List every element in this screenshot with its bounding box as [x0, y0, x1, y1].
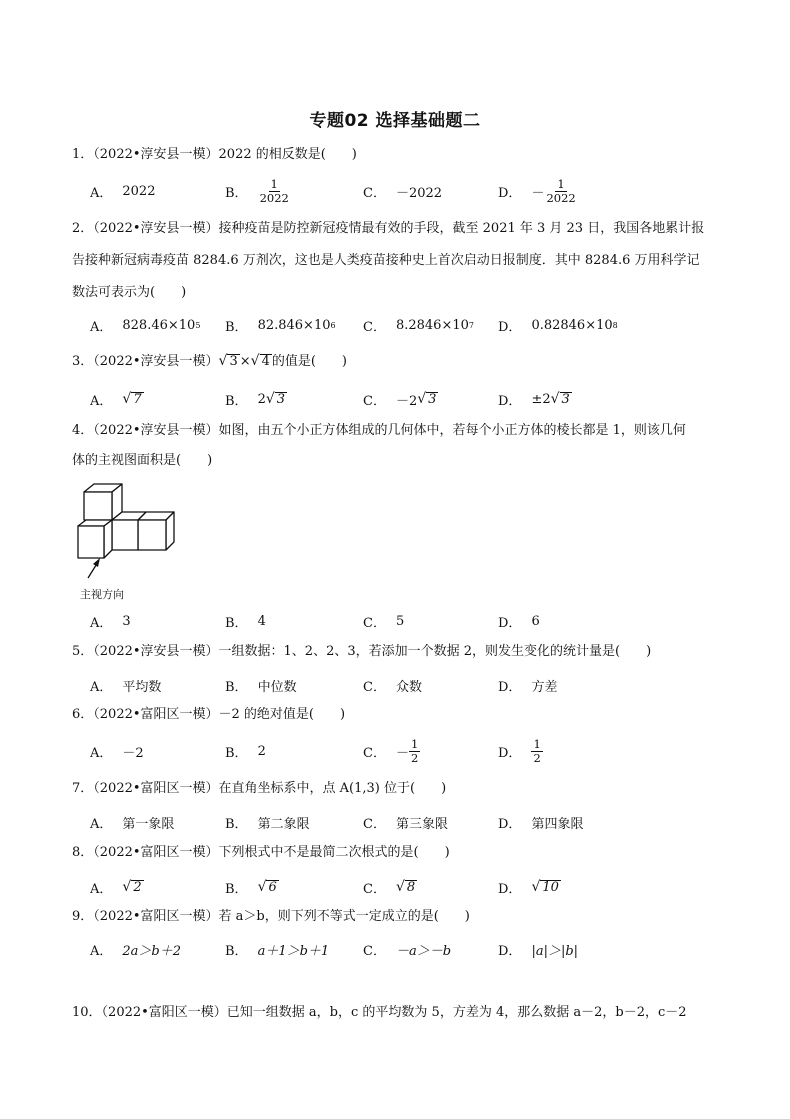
question-4-stem-line-1: 4．（2022•淳安县一模）如图，由五个小正方体组成的几何体中，若每个小正方体的棱长都是 1，则该几何 [72, 423, 686, 438]
option-key: B． [225, 816, 248, 832]
option-sign: － [395, 745, 409, 761]
option-a[interactable] [90, 606, 131, 636]
question-7-stem: 7．（2022•富阳区一模）在直角坐标系中，点 A(1,3) 位于( ) [72, 781, 447, 796]
option-text: －a＞－b [395, 943, 452, 959]
exponent: 6 [330, 320, 336, 330]
option-key: C． [363, 816, 386, 832]
radicand: 3 [561, 391, 570, 407]
option-key: A． [90, 319, 113, 335]
square-root [551, 392, 572, 407]
question-8-stem: 8．（2022•富阳区一模）下列根式中不是最简二次根式的是( ) [72, 845, 450, 860]
fraction-numerator: 1 [410, 736, 419, 751]
times-sign: × [239, 354, 251, 369]
option-key: A． [90, 745, 113, 761]
fraction [258, 178, 291, 205]
radical-sign-icon: √ [257, 878, 267, 895]
question-3-options [90, 384, 730, 414]
option-key: B． [225, 185, 248, 201]
option-d[interactable] [498, 384, 572, 414]
cube-side-face [104, 520, 112, 558]
question-4-stem-line-2: 体的主视图面积是( ) [72, 453, 213, 468]
question-2-stem-line-1: 2．（2022•淳安县一模）接种疫苗是防控新冠疫情最有效的手段，截至 2021 年 3 月 23 日，我国各地累计报 [72, 221, 705, 236]
square-root [417, 392, 438, 407]
option-text: 第二象限 [257, 816, 310, 832]
question-7-options [90, 807, 730, 837]
option-b[interactable] [225, 176, 291, 206]
option-text: 2 [257, 743, 266, 759]
option-key: A． [90, 816, 113, 832]
fraction-numerator: 1 [557, 176, 565, 191]
option-text: 3 [122, 613, 131, 629]
option-d[interactable] [498, 807, 583, 837]
option-key: B． [225, 943, 248, 959]
option-text: 0.82846×10 [531, 317, 613, 333]
fraction-denominator: 2022 [259, 190, 289, 205]
radical-sign-icon: √ [122, 390, 132, 407]
exponent: 5 [195, 320, 201, 330]
question-2-options [90, 310, 730, 340]
cube-front-face [138, 520, 166, 550]
option-key: D． [498, 393, 522, 409]
option-a[interactable] [90, 310, 200, 340]
option-c[interactable] [363, 670, 422, 700]
radical-sign-icon: √ [218, 353, 228, 369]
option-key: D． [498, 816, 522, 832]
square-root [266, 392, 287, 407]
exponent: 8 [612, 320, 618, 330]
option-key: C． [363, 615, 386, 631]
fraction-numerator: 1 [533, 736, 541, 751]
option-text: 众数 [395, 679, 422, 695]
option-key: A． [90, 393, 113, 409]
option-text: 82.846×10 [257, 317, 331, 333]
option-b[interactable] [225, 606, 266, 636]
option-key: B． [225, 393, 248, 409]
option-b[interactable] [225, 736, 266, 766]
question-2-stem-line-2: 告接种新冠病毒疫苗 8284.6 万剂次，这也是人类疫苗接种史上首次启动日报制度．其中 8284.6 万用科学记 [72, 253, 700, 268]
option-a[interactable] [90, 384, 144, 414]
option-d[interactable] [498, 606, 540, 636]
option-text: 第一象限 [122, 816, 175, 832]
cube-front-face [84, 492, 112, 520]
option-key: B． [225, 679, 248, 695]
option-a[interactable] [90, 736, 144, 766]
option-text: 828.46×10 [122, 317, 196, 333]
option-key: C． [363, 745, 386, 761]
question-2-stem-line-3: 数法可表示为( ) [72, 285, 187, 300]
question-4-options [90, 606, 730, 636]
radicand: 3 [229, 354, 238, 369]
radical-sign-icon: √ [265, 390, 275, 407]
question-source: 3．（2022•淳安县一模） [72, 354, 219, 369]
fraction [409, 738, 420, 765]
figure-label: 主视方向 [80, 588, 124, 601]
option-d[interactable] [498, 934, 578, 964]
option-a[interactable] [90, 670, 161, 700]
fraction-denominator: 2 [533, 750, 541, 765]
option-key: C． [363, 881, 386, 897]
option-c[interactable] [363, 807, 448, 837]
option-text: 平均数 [122, 679, 162, 695]
square-root [258, 880, 279, 895]
option-c[interactable] [363, 736, 420, 766]
coefficient: ±2 [531, 391, 551, 407]
option-key: C． [363, 319, 386, 335]
radicand: 3 [428, 391, 437, 407]
option-key: B． [225, 319, 248, 335]
question-1-stem: 1．（2022•淳安县一模）2022 的相反数是( ) [72, 147, 357, 162]
option-d[interactable] [498, 176, 578, 206]
option-text: 第三象限 [395, 816, 448, 832]
option-a[interactable] [90, 872, 144, 902]
question-6-stem: 6．（2022•富阳区一模）－2 的绝对值是( ) [72, 707, 346, 722]
option-a[interactable] [90, 176, 155, 206]
option-a[interactable] [90, 807, 174, 837]
option-key: A． [90, 943, 113, 959]
option-text: 2022 [122, 183, 156, 199]
option-text: 中位数 [257, 679, 297, 695]
option-key: D． [498, 745, 522, 761]
option-text: －2 [122, 745, 144, 761]
radicand: 4 [261, 354, 270, 369]
option-b[interactable] [225, 872, 279, 902]
radicand: 2 [133, 879, 142, 895]
radicand: 6 [268, 879, 277, 895]
option-key: D． [498, 185, 522, 201]
radicand: 10 [542, 879, 559, 895]
option-a[interactable] [90, 934, 181, 964]
question-6-options [90, 736, 730, 766]
option-d[interactable] [498, 736, 543, 766]
fraction-numerator: 1 [270, 176, 278, 191]
option-c[interactable] [363, 384, 438, 414]
option-text: 6 [531, 613, 540, 629]
option-key: D． [498, 615, 522, 631]
option-c[interactable] [363, 934, 451, 964]
cube-front-face [112, 520, 138, 550]
option-text: －2022 [395, 185, 443, 201]
option-key: D． [498, 319, 522, 335]
radicand: 8 [406, 879, 416, 895]
question-5-stem: 5．（2022•淳安县一模）一组数据：1、2、2、3，若添加一个数据 2，则发生变化的统计量是( ) [72, 644, 652, 659]
option-text: 方差 [531, 679, 558, 695]
option-c[interactable] [363, 872, 417, 902]
option-key: A． [90, 185, 113, 201]
option-c[interactable] [363, 176, 442, 206]
option-text: 8.2846×10 [395, 317, 469, 333]
question-9-stem: 9．（2022•富阳区一模）若 a＞b，则下列不等式一定成立的是( ) [72, 909, 470, 924]
radical-sign-icon: √ [395, 878, 405, 895]
option-text: 4 [257, 613, 266, 629]
square-root [122, 392, 143, 407]
square-root [122, 880, 143, 895]
radicand: 7 [133, 391, 142, 407]
option-key: C． [363, 679, 386, 695]
option-key: B． [225, 615, 248, 631]
option-text: 5 [395, 613, 405, 629]
option-text: |a|＞|b| [531, 943, 579, 959]
question-8-options [90, 872, 730, 902]
option-key: C． [363, 393, 386, 409]
option-sign: － [531, 185, 545, 201]
option-key: A． [90, 679, 113, 695]
option-b[interactable] [225, 807, 310, 837]
option-d[interactable] [498, 310, 618, 340]
cube-front-face [78, 526, 104, 558]
option-b[interactable] [225, 934, 329, 964]
coefficient: 2 [257, 391, 266, 407]
question-5-options [90, 670, 730, 700]
radical-sign-icon: √ [550, 390, 560, 407]
question-9-options [90, 934, 730, 964]
coefficient: －2 [395, 393, 418, 409]
option-d[interactable] [498, 872, 561, 902]
question-3-stem [72, 353, 347, 371]
square-root [251, 354, 272, 369]
option-text: 第四象限 [531, 816, 584, 832]
option-key: D． [498, 679, 522, 695]
square-root [396, 880, 417, 895]
option-key: D． [498, 943, 522, 959]
option-d[interactable] [498, 670, 557, 700]
question-10-stem: 10．（2022•富阳区一模）已知一组数据 a，b，c 的平均数为 5，方差为 4，那么数据 a－2，b－2，c－2 [72, 1005, 687, 1020]
fraction [544, 178, 577, 205]
fraction-denominator: 2022 [546, 190, 576, 205]
option-b[interactable] [225, 310, 336, 340]
radicand: 3 [276, 391, 286, 407]
option-key: B． [225, 745, 248, 761]
fraction [531, 738, 542, 765]
radical-sign-icon: √ [531, 878, 541, 895]
radical-sign-icon: √ [417, 390, 427, 407]
exponent: 7 [468, 320, 474, 330]
view-direction-arrow-icon [88, 558, 100, 578]
option-key: A． [90, 615, 113, 631]
option-text: 2a＞b＋2 [122, 943, 182, 959]
option-key: C． [363, 185, 386, 201]
option-key: A． [90, 881, 113, 897]
option-text: a＋1＞b＋1 [257, 943, 330, 959]
option-b[interactable] [225, 670, 297, 700]
fraction-denominator: 2 [410, 750, 419, 765]
question-tail: 的值是( ) [271, 354, 347, 369]
option-c[interactable] [363, 606, 404, 636]
square-root [219, 354, 240, 369]
square-root [531, 880, 560, 895]
option-key: D． [498, 881, 522, 897]
option-key: C． [363, 943, 386, 959]
option-key: B． [225, 881, 248, 897]
radical-sign-icon: √ [122, 878, 132, 895]
option-b[interactable] [225, 384, 287, 414]
question-1-options [90, 176, 730, 206]
page-title: 专题02 选择基础题二 [309, 111, 481, 131]
option-c[interactable] [363, 310, 474, 340]
radical-sign-icon: √ [250, 353, 260, 369]
